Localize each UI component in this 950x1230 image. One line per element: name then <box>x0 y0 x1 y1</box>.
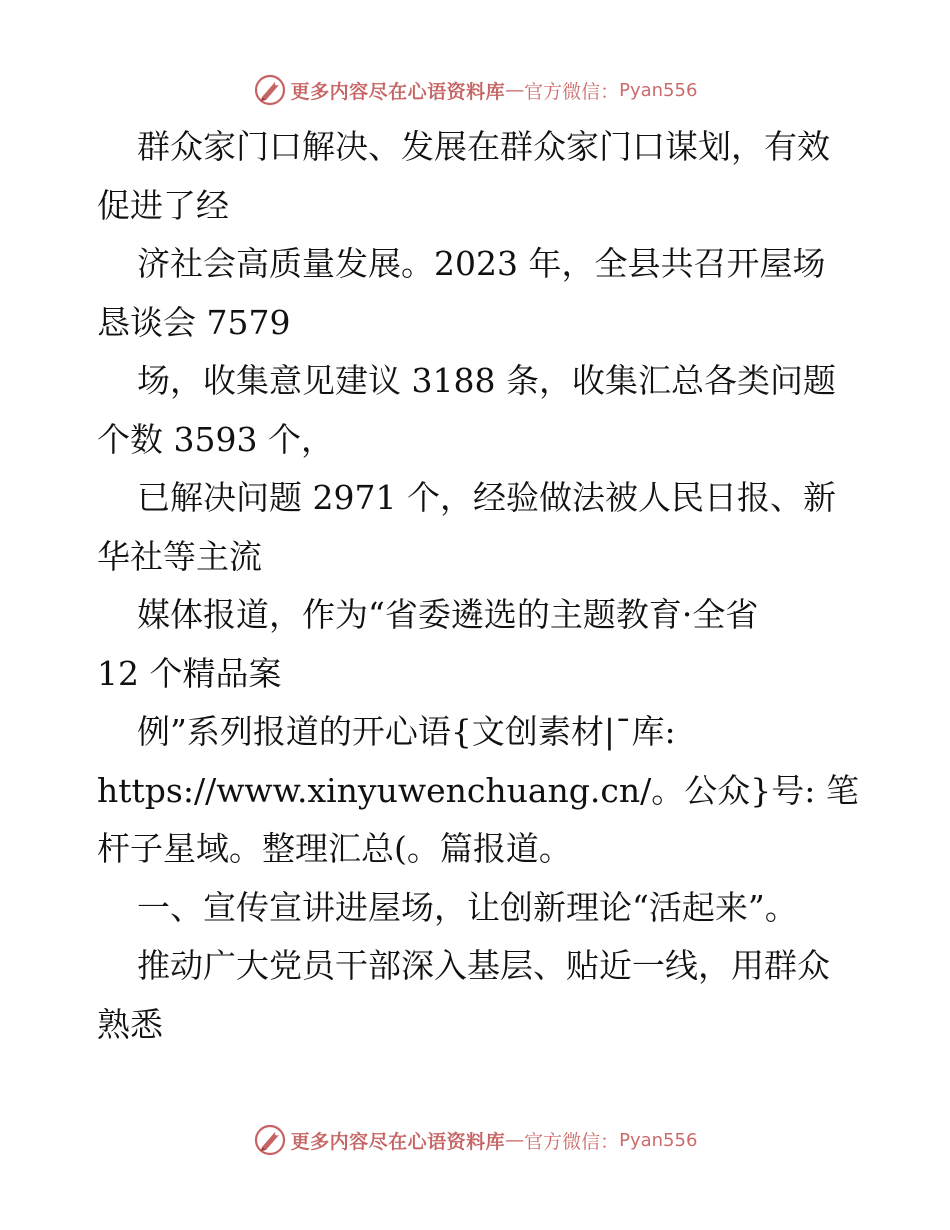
body-line: 熟悉 <box>97 1004 163 1044</box>
brand-logo-icon <box>253 73 287 107</box>
document-body <box>97 118 857 1054</box>
footer-wechat-label: 官方微信： <box>524 1130 620 1153</box>
header-wechat-id: Pyan556 <box>619 79 698 101</box>
header-watermark <box>0 70 950 110</box>
body-line: 个数 3593 个， <box>97 419 334 459</box>
body-line: 华社等主流 <box>97 536 262 576</box>
brand-logo-icon <box>253 1123 287 1157</box>
header-wechat-label: 官方微信： <box>524 80 620 103</box>
body-line: 济社会高质量发展。2023 年，全县共召开屋场 <box>137 244 826 283</box>
footer-wechat-id: Pyan556 <box>619 1129 698 1151</box>
body-line: 杆子星域。整理汇总(。篇报道。 <box>97 829 572 868</box>
body-line: 群众家门口解决、发展在群众家门口谋划，有效 <box>137 127 830 166</box>
footer-dash: — <box>505 1129 525 1151</box>
footer-watermark <box>0 1120 950 1160</box>
body-line: 恳谈会 7579 <box>97 302 291 342</box>
body-line-url: https://www.xinyuwenchuang.cn/。公众}号: 笔 <box>97 770 859 810</box>
body-line: 12 个精品案 <box>97 653 282 693</box>
body-line: 媒体报道，作为“省委遴选的主题教育·全省 <box>137 595 759 634</box>
body-line: 推动广大党员干部深入基层、贴近一线，用群众 <box>137 946 830 985</box>
body-line: 促进了经 <box>97 185 229 225</box>
footer-brand-text: 更多内容尽在心语资料库 <box>290 1130 506 1153</box>
header-dash: — <box>505 79 525 101</box>
body-line: 场，收集意见建议 3188 条，收集汇总各类问题 <box>137 361 836 400</box>
body-line-heading: 一、宣传宣讲进屋场，让创新理论“活起来”。 <box>137 887 798 927</box>
body-line: 例”系列报道的开心语{文创素材|¯库: <box>137 712 676 751</box>
header-brand-text: 更多内容尽在心语资料库 <box>290 80 506 103</box>
body-line: 已解决问题 2971 个，经验做法被人民日报、新 <box>137 478 836 517</box>
